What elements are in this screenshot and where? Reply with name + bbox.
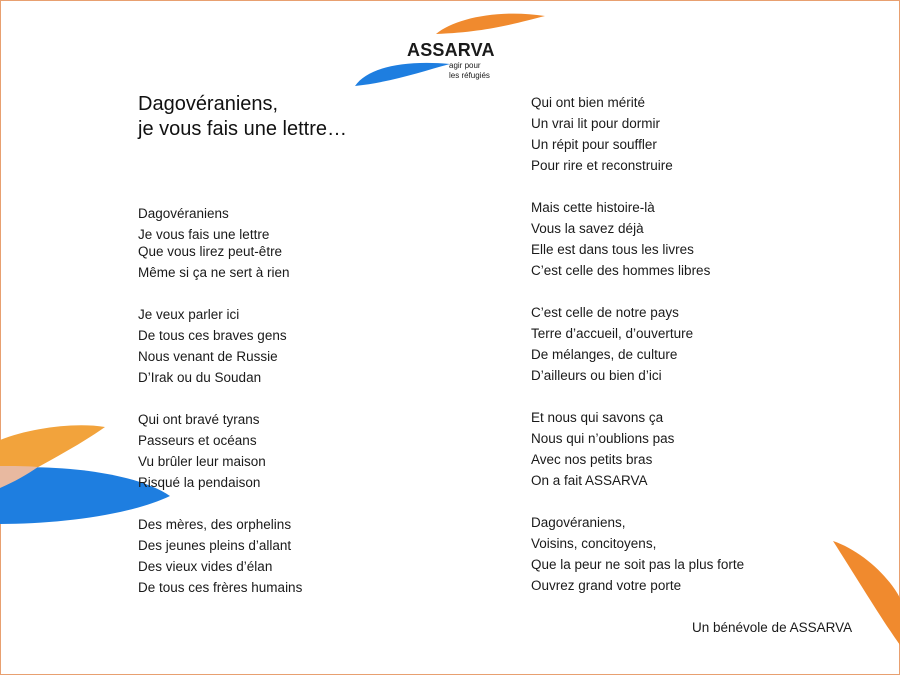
verse-line: C’est celle des hommes libres [531, 263, 711, 278]
verse-line: Vu brûler leur maison [138, 454, 266, 469]
poem-title [138, 92, 347, 142]
verse-line: On a fait ASSARVA [531, 473, 648, 488]
verse-line: Vous la savez déjà [531, 221, 644, 236]
stanza [138, 514, 302, 598]
verse-line: Même si ça ne sert à rien [138, 265, 290, 280]
verse-line: Et nous qui savons ça [531, 410, 664, 425]
stanza [531, 197, 744, 281]
verse-line: Des jeunes pleins d’allant [138, 538, 292, 553]
verse-line: Nous qui n’oublions pas [531, 431, 675, 446]
verse-line: Ouvrez grand votre porte [531, 578, 682, 593]
verse-line: Je vous fais une lettre [138, 227, 270, 242]
stanza [531, 407, 744, 491]
verse-line: Terre d’accueil, d’ouverture [531, 326, 694, 341]
verse-line: Que la peur ne soit pas la plus forte [531, 557, 745, 572]
verse-line: De tous ces frères humains [138, 580, 303, 595]
signature: Un bénévole de ASSARVA [692, 620, 853, 635]
verse-line: De tous ces braves gens [138, 328, 287, 343]
stanza [138, 304, 302, 388]
verse-line: Elle est dans tous les livres [531, 242, 694, 257]
logo-tagline-line: agir pour [449, 61, 481, 70]
logo-tagline-line: les réfugiés [449, 71, 490, 80]
logo-tagline [449, 61, 490, 81]
verse-line: Que vous lirez peut-être [138, 244, 283, 259]
verse-line: D’Irak ou du Soudan [138, 370, 262, 385]
verse-line: Nous venant de Russie [138, 349, 278, 364]
verse-line: Mais cette histoire-là [531, 200, 655, 215]
verse-line: D’ailleurs ou bien d’ici [531, 368, 662, 383]
verse-line: Je veux parler ici [138, 307, 240, 322]
verse-line: C’est celle de notre pays [531, 305, 679, 320]
verse-line: Passeurs et océans [138, 433, 257, 448]
verse-line: De mélanges, de culture [531, 347, 678, 362]
verse-line: Des mères, des orphelins [138, 517, 292, 532]
stanza [531, 92, 744, 176]
verse-line: Qui ont bien mérité [531, 95, 646, 110]
verse-line: Un vrai lit pour dormir [531, 116, 661, 131]
verse-line: Pour rire et reconstruire [531, 158, 673, 173]
poem-right-column [531, 92, 744, 596]
verse-line: Risqué la pendaison [138, 475, 261, 490]
verse-line: Un répit pour souffler [531, 137, 657, 152]
verse-line: Dagovéraniens, [531, 515, 626, 530]
stanza [138, 203, 302, 283]
poem-title-line: je vous fais une lettre… [138, 118, 347, 140]
verse-line: Dagovéraniens [138, 206, 229, 221]
verse-line: Des vieux vides d’élan [138, 559, 273, 574]
stanza [531, 302, 744, 386]
logo-name: ASSARVA [407, 40, 495, 60]
poem-left-column [138, 203, 302, 598]
stanza [531, 512, 744, 596]
verse-line: Avec nos petits bras [531, 452, 653, 467]
stanza [138, 409, 302, 493]
poem-title-line: Dagovéraniens, [138, 93, 279, 115]
verse-line: Qui ont bravé tyrans [138, 412, 260, 427]
verse-line: Voisins, concitoyens, [531, 536, 657, 551]
